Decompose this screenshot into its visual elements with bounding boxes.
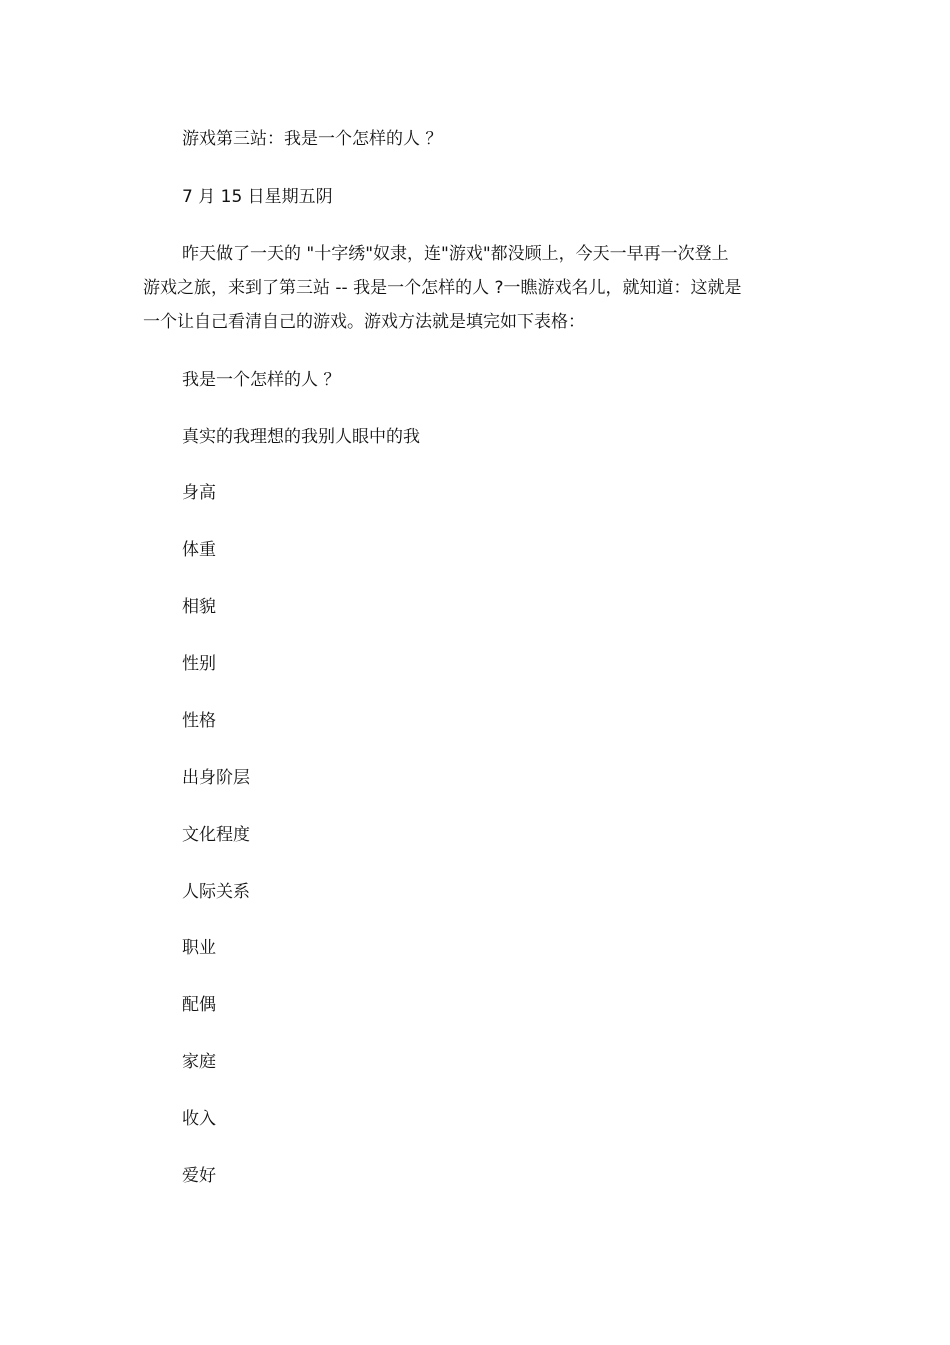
table-row-label: 人际关系 <box>182 882 250 902</box>
document-title: 游戏第三站：我是一个怎样的人 ？ <box>182 129 443 149</box>
paragraph-line-1: 昨天做了一天的 "十字绣"奴隶，连"游戏"都没顾上，今天一早再一次登上 <box>182 244 729 264</box>
table-row-label: 收入 <box>182 1109 216 1129</box>
table-title: 我是一个怎样的人 ？ <box>182 370 341 390</box>
table-row-label: 爱好 <box>182 1166 216 1186</box>
paragraph-line-3: 一个让自己看清自己的游戏。游戏方法就是填完如下表格： <box>143 312 585 332</box>
table-row-label: 配偶 <box>182 995 216 1015</box>
table-row-label: 性别 <box>182 654 216 674</box>
paragraph-line-2: 游戏之旅，来到了第三站 -- 我是一个怎样的人 ?一瞧游戏名儿，就知道：这就是 <box>143 278 742 298</box>
date-line: 7 月 15 日星期五阴 <box>182 187 333 207</box>
table-header: 真实的我理想的我别人眼中的我 <box>182 427 420 447</box>
table-row-label: 相貌 <box>182 597 216 617</box>
table-row-label: 体重 <box>182 540 216 560</box>
table-row-label: 性格 <box>182 711 216 731</box>
table-row-label: 身高 <box>182 483 216 503</box>
table-row-label: 出身阶层 <box>182 768 250 788</box>
table-row-label: 家庭 <box>182 1052 216 1072</box>
table-row-label: 职业 <box>182 938 216 958</box>
table-row-label: 文化程度 <box>182 825 250 845</box>
